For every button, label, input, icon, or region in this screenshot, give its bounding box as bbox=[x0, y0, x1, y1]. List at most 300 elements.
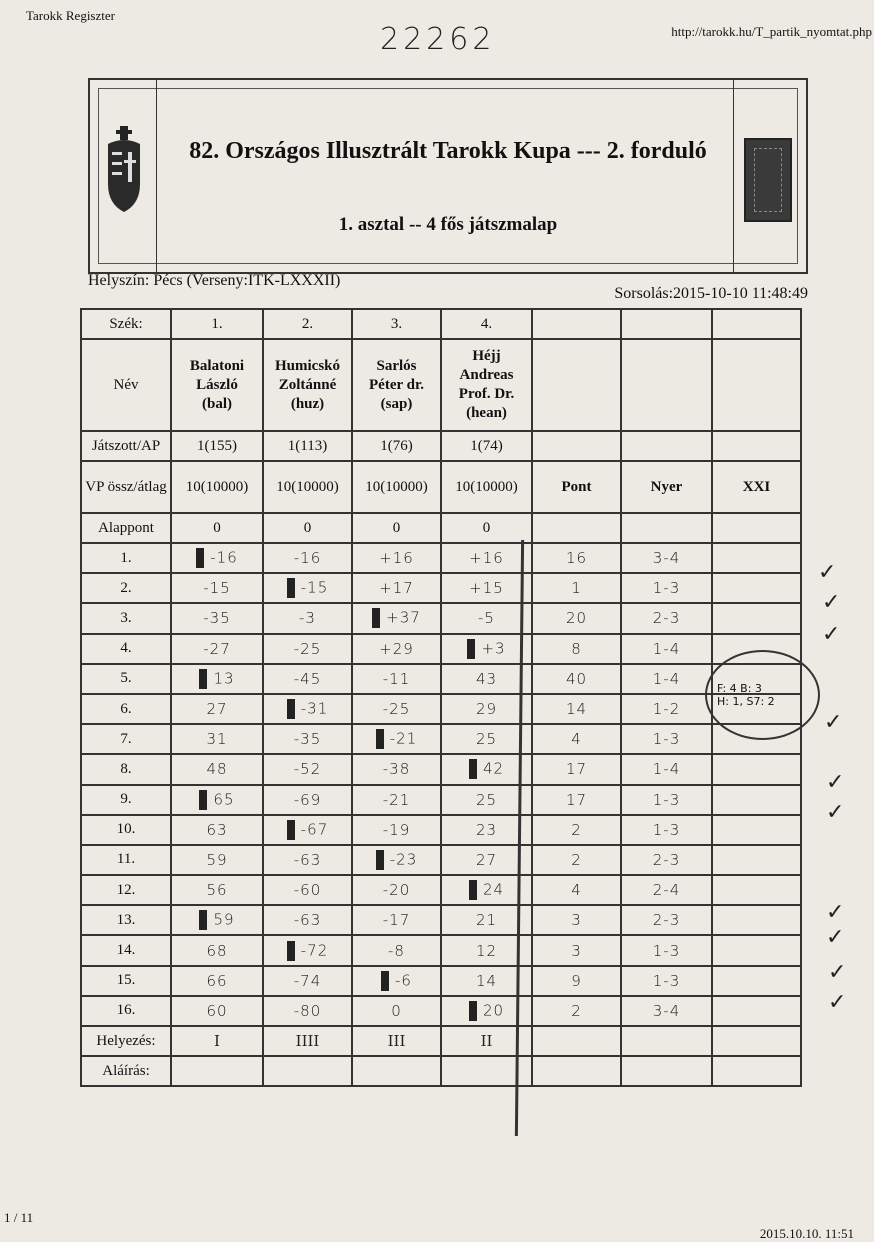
game-score bbox=[263, 664, 352, 694]
played-value: 1(155) bbox=[171, 431, 263, 461]
table-row bbox=[81, 875, 801, 905]
nyer-value: 2-3 bbox=[621, 603, 712, 633]
nyer-value: 2-3 bbox=[621, 845, 712, 875]
player-name-line: (bal) bbox=[202, 395, 232, 412]
pont-value: 40 bbox=[532, 664, 621, 694]
game-score bbox=[441, 573, 532, 603]
game-score bbox=[171, 815, 263, 845]
signature-label: Aláírás: bbox=[81, 1056, 171, 1086]
placement-value: III bbox=[352, 1026, 441, 1056]
player-name bbox=[171, 339, 263, 431]
game-score bbox=[171, 875, 263, 905]
page-number: 1 / 11 bbox=[4, 1210, 34, 1225]
empty-cell bbox=[712, 431, 801, 461]
score-value: -21 bbox=[389, 729, 418, 748]
table-row bbox=[81, 845, 801, 875]
nyer-value: 1-3 bbox=[621, 966, 712, 996]
game-number: 13. bbox=[81, 905, 171, 935]
score-value: -45 bbox=[293, 669, 322, 688]
game-score bbox=[263, 785, 352, 815]
score-table bbox=[80, 308, 802, 1087]
game-score bbox=[171, 905, 263, 935]
nyer-value: 1-4 bbox=[621, 634, 712, 664]
game-score bbox=[263, 966, 352, 996]
score-value: 56 bbox=[206, 881, 228, 900]
score-value: -16 bbox=[293, 549, 322, 568]
page-url: http://tarokk.hu/T_partik_nyomtat.php bbox=[671, 24, 872, 39]
game-number: 1. bbox=[81, 543, 171, 573]
title-divider-right bbox=[733, 80, 734, 272]
player-name-line: Prof. Dr. bbox=[458, 386, 515, 402]
game-score bbox=[352, 754, 441, 784]
check-marks: ✓ ✓ ✓ ✓ ✓ ✓ ✓ ✓ ✓ ✓ bbox=[818, 560, 847, 1015]
player-name-line: Sarlós bbox=[376, 357, 417, 374]
xxi-value bbox=[712, 845, 801, 875]
game-score bbox=[263, 694, 352, 724]
played-value: 1(113) bbox=[263, 431, 352, 461]
player-name-line: Péter dr. bbox=[369, 376, 424, 393]
score-value: 0 bbox=[391, 1001, 402, 1020]
player-name-line: László bbox=[196, 376, 238, 393]
xxi-value bbox=[712, 815, 801, 845]
seat-number: 4. bbox=[441, 309, 532, 339]
empty-cell bbox=[532, 513, 621, 543]
score-value: 13 bbox=[213, 669, 235, 688]
game-score bbox=[441, 603, 532, 633]
game-number: 15. bbox=[81, 966, 171, 996]
game-score bbox=[352, 573, 441, 603]
score-value: 25 bbox=[475, 790, 498, 809]
signature-cell bbox=[263, 1056, 352, 1086]
game-score bbox=[352, 815, 441, 845]
pont-value: 3 bbox=[532, 905, 621, 935]
empty-cell bbox=[621, 309, 712, 339]
score-value: -19 bbox=[382, 820, 411, 839]
game-score bbox=[171, 724, 263, 754]
score-value: -60 bbox=[293, 881, 322, 900]
game-score bbox=[263, 573, 352, 603]
score-value: -38 bbox=[382, 760, 411, 779]
game-score bbox=[352, 996, 441, 1026]
table-row bbox=[81, 461, 801, 513]
game-score bbox=[171, 785, 263, 815]
game-number: 5. bbox=[81, 664, 171, 694]
table-row bbox=[81, 1026, 801, 1056]
dealer-mark-icon bbox=[287, 941, 295, 961]
game-score bbox=[263, 634, 352, 664]
dealer-mark-icon bbox=[467, 639, 475, 659]
game-score bbox=[171, 966, 263, 996]
pont-value: 14 bbox=[532, 694, 621, 724]
game-score bbox=[171, 694, 263, 724]
pont-value: 3 bbox=[532, 935, 621, 965]
score-value: -80 bbox=[293, 1001, 322, 1020]
pont-value: 4 bbox=[532, 724, 621, 754]
game-score bbox=[352, 905, 441, 935]
score-value: 12 bbox=[475, 941, 498, 960]
score-value: 27 bbox=[475, 850, 498, 869]
score-value: -35 bbox=[293, 730, 322, 749]
game-number: 8. bbox=[81, 754, 171, 784]
dealer-mark-icon bbox=[199, 910, 207, 930]
score-value: 66 bbox=[206, 971, 228, 990]
table-row bbox=[81, 634, 801, 664]
empty-cell bbox=[621, 1026, 712, 1056]
empty-cell bbox=[621, 339, 712, 431]
placement-value: IIII bbox=[263, 1026, 352, 1056]
score-value: -27 bbox=[203, 639, 231, 658]
xxi-value bbox=[712, 573, 801, 603]
nyer-header: Nyer bbox=[621, 461, 712, 513]
base-value: 0 bbox=[441, 513, 532, 543]
seat-label: Szék: bbox=[81, 309, 171, 339]
empty-cell bbox=[532, 431, 621, 461]
played-label: Játszott/AP bbox=[81, 431, 171, 461]
table-row bbox=[81, 309, 801, 339]
table-row bbox=[81, 754, 801, 784]
game-score bbox=[171, 845, 263, 875]
game-score bbox=[263, 724, 352, 754]
pont-value: 2 bbox=[532, 845, 621, 875]
game-score bbox=[352, 634, 441, 664]
score-value: 59 bbox=[206, 850, 228, 869]
signature-cell bbox=[171, 1056, 263, 1086]
pont-value: 1 bbox=[532, 573, 621, 603]
game-number: 10. bbox=[81, 815, 171, 845]
table-row bbox=[81, 935, 801, 965]
player-name-line: Humicskó bbox=[274, 357, 340, 374]
game-score bbox=[352, 724, 441, 754]
pont-value: 4 bbox=[532, 875, 621, 905]
empty-cell bbox=[621, 1056, 712, 1086]
score-value: 27 bbox=[206, 700, 228, 719]
table-row bbox=[81, 815, 801, 845]
table-row bbox=[81, 996, 801, 1026]
game-number: 4. bbox=[81, 634, 171, 664]
xxi-value bbox=[712, 603, 801, 633]
dealer-mark-icon bbox=[376, 729, 384, 749]
score-value: +15 bbox=[469, 579, 504, 598]
placement-value: II bbox=[441, 1026, 532, 1056]
empty-cell bbox=[621, 513, 712, 543]
score-value: +3 bbox=[481, 639, 506, 658]
player-name-line: Balatoni bbox=[189, 357, 245, 374]
seat-number: 3. bbox=[352, 309, 441, 339]
game-number: 3. bbox=[81, 603, 171, 633]
score-value: +17 bbox=[379, 579, 414, 598]
seat-number: 2. bbox=[263, 309, 352, 339]
score-value: -67 bbox=[300, 820, 329, 839]
score-value: -20 bbox=[382, 881, 411, 900]
player-name-line: Andreas bbox=[459, 367, 514, 383]
score-value: -35 bbox=[203, 609, 231, 628]
pont-value: 8 bbox=[532, 634, 621, 664]
table-row bbox=[81, 694, 801, 724]
draw-time: Sorsolás:2015-10-10 11:48:49 bbox=[614, 285, 808, 302]
print-timestamp: 2015.10.10. 11:51 bbox=[759, 1226, 854, 1241]
title-frame bbox=[98, 88, 798, 264]
nyer-value: 2-4 bbox=[621, 875, 712, 905]
score-value: 20 bbox=[482, 1001, 505, 1020]
game-score bbox=[352, 966, 441, 996]
nyer-value: 1-3 bbox=[621, 815, 712, 845]
table-row bbox=[81, 339, 801, 431]
xxi-value bbox=[712, 935, 801, 965]
played-value: 1(74) bbox=[441, 431, 532, 461]
note-line-1: F: 4 B: 3 bbox=[717, 682, 762, 695]
tarokk-card-icon bbox=[744, 138, 792, 222]
empty-cell bbox=[712, 513, 801, 543]
score-value: -72 bbox=[300, 941, 329, 960]
nyer-value: 1-3 bbox=[621, 935, 712, 965]
score-value: -5 bbox=[478, 609, 495, 628]
game-score bbox=[171, 664, 263, 694]
game-number: 12. bbox=[81, 875, 171, 905]
game-score bbox=[171, 573, 263, 603]
xxi-value bbox=[712, 905, 801, 935]
dealer-mark-icon bbox=[287, 820, 295, 840]
xxi-value bbox=[712, 996, 801, 1026]
player-name-line: Héjj bbox=[472, 348, 501, 364]
base-label: Alappont bbox=[81, 513, 171, 543]
score-value: 25 bbox=[475, 730, 498, 749]
score-value: -11 bbox=[382, 669, 411, 688]
game-score bbox=[263, 875, 352, 905]
table-row bbox=[81, 785, 801, 815]
dealer-mark-icon bbox=[196, 548, 204, 568]
score-value: 63 bbox=[206, 820, 228, 839]
pont-value: 2 bbox=[532, 996, 621, 1026]
title-divider-left bbox=[156, 80, 157, 272]
placement-label: Helyezés: bbox=[81, 1026, 171, 1056]
table-row bbox=[81, 905, 801, 935]
played-value: 1(76) bbox=[352, 431, 441, 461]
score-value: 60 bbox=[206, 1001, 228, 1020]
xxi-value bbox=[712, 754, 801, 784]
game-score bbox=[263, 815, 352, 845]
game-score bbox=[352, 664, 441, 694]
table-row bbox=[81, 603, 801, 633]
game-score bbox=[263, 754, 352, 784]
score-value: 24 bbox=[482, 880, 505, 899]
game-score bbox=[263, 603, 352, 633]
score-value: +29 bbox=[379, 639, 414, 658]
game-score bbox=[263, 845, 352, 875]
table-row bbox=[81, 966, 801, 996]
score-value: 14 bbox=[475, 971, 498, 990]
xxi-value bbox=[712, 543, 801, 573]
score-value: -69 bbox=[293, 790, 322, 809]
table-row bbox=[81, 724, 801, 754]
pont-value: 9 bbox=[532, 966, 621, 996]
game-number: 14. bbox=[81, 935, 171, 965]
game-score bbox=[352, 543, 441, 573]
game-score bbox=[352, 875, 441, 905]
nyer-value: 1-3 bbox=[621, 724, 712, 754]
score-value: -15 bbox=[300, 578, 329, 597]
base-value: 0 bbox=[171, 513, 263, 543]
table-row bbox=[81, 431, 801, 461]
base-value: 0 bbox=[263, 513, 352, 543]
score-value: 23 bbox=[475, 820, 498, 839]
game-score bbox=[352, 935, 441, 965]
dealer-mark-icon bbox=[381, 971, 389, 991]
game-score bbox=[441, 634, 532, 664]
empty-cell bbox=[712, 309, 801, 339]
score-value: +16 bbox=[469, 549, 504, 568]
game-score bbox=[441, 664, 532, 694]
score-value: -31 bbox=[300, 699, 329, 718]
table-row bbox=[81, 543, 801, 573]
score-value: -21 bbox=[382, 790, 411, 809]
dealer-mark-icon bbox=[287, 578, 295, 598]
score-value: 21 bbox=[475, 911, 498, 930]
score-value: 43 bbox=[475, 669, 498, 688]
score-value: -63 bbox=[293, 850, 322, 869]
game-score bbox=[171, 543, 263, 573]
dealer-mark-icon bbox=[372, 608, 380, 628]
game-number: 11. bbox=[81, 845, 171, 875]
handwritten-number: 22262 bbox=[380, 22, 496, 57]
table-row bbox=[81, 573, 801, 603]
nyer-value: 2-3 bbox=[621, 905, 712, 935]
game-score bbox=[263, 543, 352, 573]
page-subtitle: 1. asztal -- 4 fős játszmalap bbox=[338, 214, 558, 235]
score-value: 65 bbox=[213, 790, 235, 809]
empty-cell bbox=[712, 1056, 801, 1086]
xxi-value bbox=[712, 875, 801, 905]
table-row bbox=[81, 1056, 801, 1086]
pont-header: Pont bbox=[532, 461, 621, 513]
seat-number: 1. bbox=[171, 309, 263, 339]
vp-label: VP össz/átlag bbox=[81, 461, 171, 513]
game-score bbox=[171, 754, 263, 784]
score-value: 31 bbox=[206, 730, 228, 749]
game-score bbox=[171, 996, 263, 1026]
page-title: 82. Országos Illusztrált Tarokk Kupa --- 2. forduló bbox=[189, 138, 707, 164]
placement-value: I bbox=[171, 1026, 263, 1056]
dealer-mark-icon bbox=[199, 669, 207, 689]
handwritten-note bbox=[705, 650, 820, 740]
empty-cell bbox=[712, 1026, 801, 1056]
score-value: 48 bbox=[206, 760, 228, 779]
game-score bbox=[263, 935, 352, 965]
score-value: -74 bbox=[293, 971, 322, 990]
dealer-mark-icon bbox=[287, 699, 295, 719]
game-number: 6. bbox=[81, 694, 171, 724]
score-value: -15 bbox=[203, 579, 231, 598]
score-value: -25 bbox=[382, 700, 411, 719]
dealer-mark-icon bbox=[469, 1001, 477, 1021]
pont-value: 2 bbox=[532, 815, 621, 845]
score-value: 42 bbox=[482, 759, 505, 778]
game-number: 16. bbox=[81, 996, 171, 1026]
xxi-value bbox=[712, 785, 801, 815]
player-name-line: (hean) bbox=[466, 405, 507, 421]
nyer-value: 1-3 bbox=[621, 785, 712, 815]
nyer-value: 1-4 bbox=[621, 664, 712, 694]
score-value: -6 bbox=[395, 971, 412, 990]
game-score bbox=[352, 694, 441, 724]
empty-cell bbox=[532, 1026, 621, 1056]
player-name bbox=[263, 339, 352, 431]
nyer-value: 3-4 bbox=[621, 543, 712, 573]
player-name-line: Zoltánné bbox=[278, 376, 337, 393]
vp-value: 10(10000) bbox=[171, 461, 263, 513]
table-row bbox=[81, 513, 801, 543]
game-score bbox=[352, 845, 441, 875]
vp-value: 10(10000) bbox=[263, 461, 352, 513]
player-name bbox=[441, 339, 532, 431]
game-score bbox=[263, 905, 352, 935]
vp-value: 10(10000) bbox=[441, 461, 532, 513]
pont-value: 17 bbox=[532, 785, 621, 815]
dealer-mark-icon bbox=[199, 790, 207, 810]
nyer-value: 1-4 bbox=[621, 754, 712, 784]
score-value: -25 bbox=[293, 639, 322, 658]
empty-cell bbox=[621, 431, 712, 461]
app-name: Tarokk Regiszter bbox=[26, 8, 115, 23]
score-value: -63 bbox=[293, 911, 322, 930]
nyer-value: 3-4 bbox=[621, 996, 712, 1026]
game-number: 2. bbox=[81, 573, 171, 603]
nyer-value: 1-2 bbox=[621, 694, 712, 724]
score-value: +37 bbox=[386, 608, 421, 627]
score-value: -23 bbox=[389, 850, 418, 869]
score-value: 68 bbox=[206, 941, 228, 960]
score-value: -3 bbox=[299, 609, 316, 628]
player-name-line: (sap) bbox=[380, 395, 413, 412]
base-value: 0 bbox=[352, 513, 441, 543]
empty-cell bbox=[712, 339, 801, 431]
signature-cell bbox=[352, 1056, 441, 1086]
score-value: -16 bbox=[210, 548, 238, 567]
game-score bbox=[263, 996, 352, 1026]
empty-cell bbox=[532, 1056, 621, 1086]
game-score bbox=[441, 543, 532, 573]
pont-value: 16 bbox=[532, 543, 621, 573]
nyer-value: 1-3 bbox=[621, 573, 712, 603]
dealer-mark-icon bbox=[469, 759, 477, 779]
game-score bbox=[352, 603, 441, 633]
score-value: +16 bbox=[379, 549, 414, 568]
score-value: -52 bbox=[293, 760, 322, 779]
xxi-value bbox=[712, 966, 801, 996]
coat-of-arms-icon bbox=[104, 124, 144, 214]
vp-value: 10(10000) bbox=[352, 461, 441, 513]
game-number: 9. bbox=[81, 785, 171, 815]
pont-value: 17 bbox=[532, 754, 621, 784]
empty-cell bbox=[532, 339, 621, 431]
title-box bbox=[88, 78, 808, 274]
score-value: -17 bbox=[382, 911, 411, 930]
dealer-mark-icon bbox=[469, 880, 477, 900]
dealer-mark-icon bbox=[376, 850, 384, 870]
game-score bbox=[352, 785, 441, 815]
location: Helyszín: Pécs (Verseny:ITK-LXXXII) bbox=[88, 272, 341, 289]
game-number: 7. bbox=[81, 724, 171, 754]
pont-value: 20 bbox=[532, 603, 621, 633]
empty-cell bbox=[532, 309, 621, 339]
table-row bbox=[81, 664, 801, 694]
score-value: -8 bbox=[388, 941, 405, 960]
note-line-2: H: 1, S7: 2 bbox=[717, 695, 775, 708]
score-value: 59 bbox=[213, 910, 235, 929]
score-value: 29 bbox=[475, 700, 498, 719]
game-score bbox=[171, 603, 263, 633]
game-score bbox=[171, 634, 263, 664]
game-score bbox=[171, 935, 263, 965]
